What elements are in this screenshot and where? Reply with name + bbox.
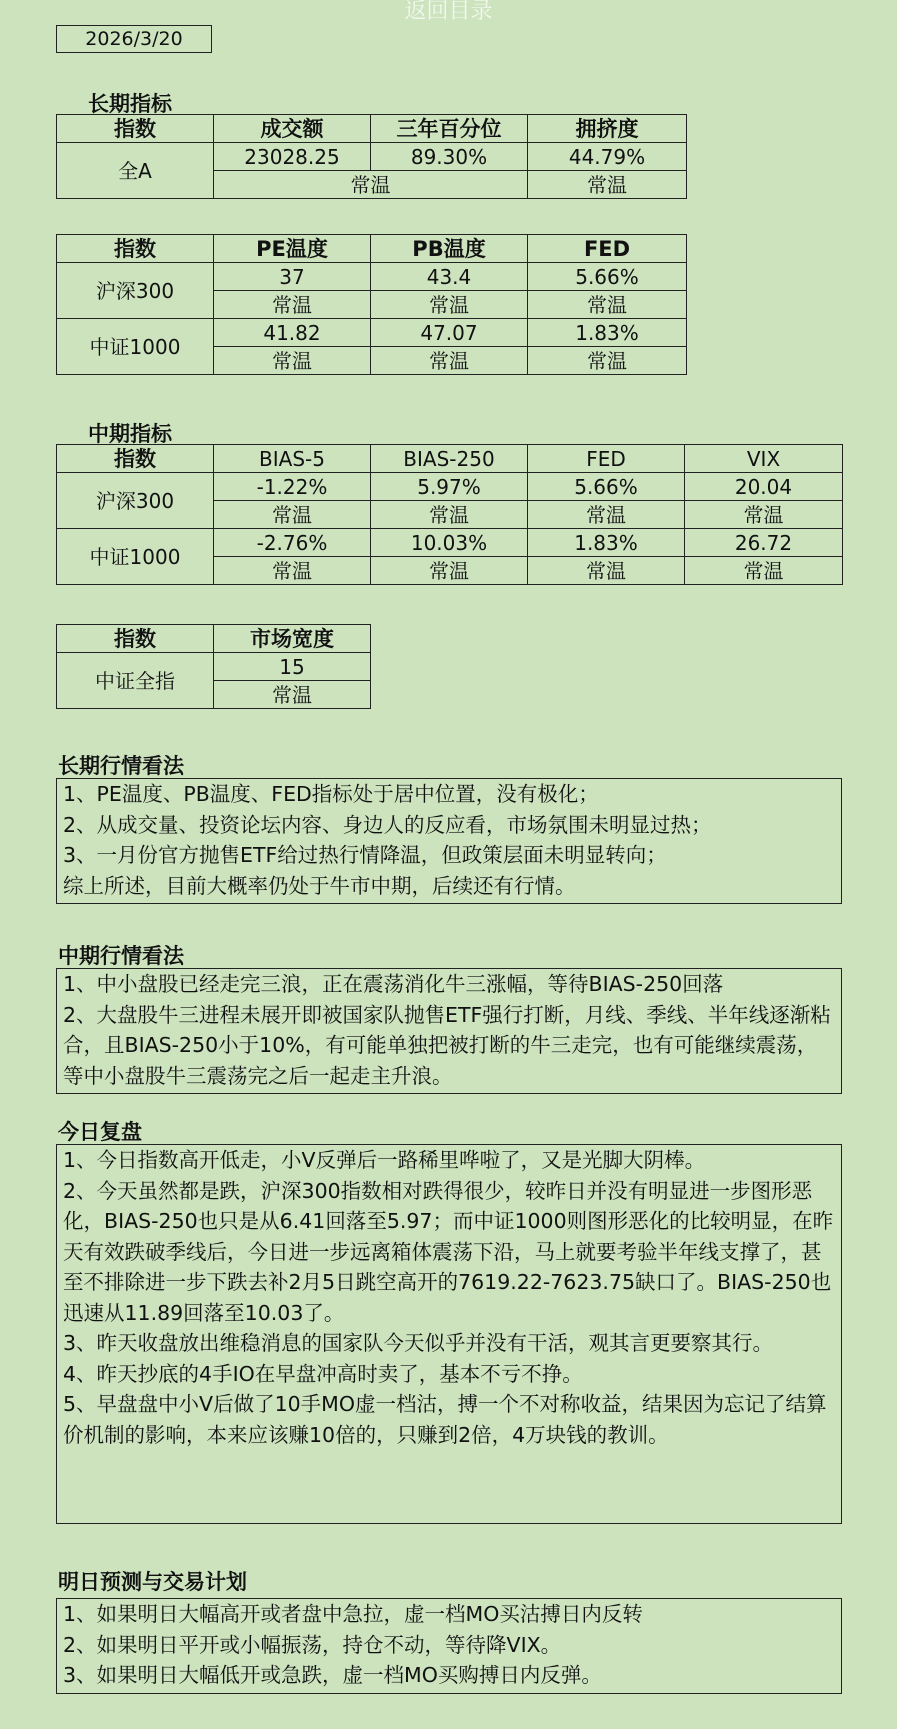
value-cell: 10.03% (371, 529, 528, 557)
table-header-row (57, 235, 687, 263)
list-item: 3、一月份官方抛售ETF给过热行情降温，但政策层面未明显转向； (63, 843, 667, 867)
status-cell: 常温 (685, 501, 843, 529)
list-item: 3、如果明日大幅低开或急跌，虚一档MO买购搏日内反弹。 (63, 1663, 602, 1687)
table-row (57, 143, 687, 171)
header-cell: 指数 (57, 445, 214, 473)
mid-term-table-1 (56, 444, 843, 585)
list-item: 2、今天虽然都是跌，沪深300指数相对跌得很少，较昨日并没有明显进一步图形恶化，BIAS-250也只是从6.41回落至5.97；而中证1000则图形恶化的比较明显，在昨天有效跌破季线后，今日进一步远离箱体震荡下沿，马上就要考验半年线支撑了，甚至不排除进一步下跌去补2月5日跳空高开的7619.22-7623.75缺口了。BIAS-250也迅速从11.89回落至10.03了。 (63, 1178, 834, 1325)
header-cell: 市场宽度 (214, 625, 371, 653)
value-cell: 47.07 (371, 319, 528, 347)
header-cell: FED (528, 235, 687, 263)
value-cell: 37 (214, 263, 371, 291)
list-item: 2、如果明日平开或小幅振荡，持仓不动，等待降VIX。 (63, 1632, 562, 1657)
header-cell: 指数 (57, 235, 214, 263)
long-view-box (56, 778, 842, 904)
status-cell: 常温 (214, 171, 528, 199)
long-term-title: 长期指标 (88, 92, 172, 116)
status-cell: 常温 (214, 557, 371, 585)
list-item: 4、昨天抄底的4手IO在早盘冲高时卖了，基本不亏不挣。 (63, 1361, 583, 1386)
status-cell: 常温 (214, 347, 371, 375)
plan-title: 明日预测与交易计划 (58, 1570, 247, 1594)
value-cell: -2.76% (214, 529, 371, 557)
status-cell: 常温 (214, 501, 371, 529)
value-cell: 5.66% (528, 263, 687, 291)
index-name-cell: 沪深300 (57, 473, 214, 529)
review-box (56, 1144, 842, 1524)
mid-view-box (56, 968, 842, 1094)
status-cell: 常温 (685, 557, 843, 585)
table-header-row (57, 625, 371, 653)
table-row (57, 653, 371, 681)
status-cell: 常温 (214, 681, 371, 709)
header-cell: FED (528, 445, 685, 473)
value-cell: 5.66% (528, 473, 685, 501)
mid-term-title: 中期指标 (88, 422, 172, 446)
long-view-title: 长期行情看法 (58, 754, 184, 778)
table-header-row (57, 445, 843, 473)
long-term-table-1 (56, 114, 687, 199)
status-cell: 常温 (371, 557, 528, 585)
value-cell: 44.79% (528, 143, 687, 171)
status-cell: 常温 (214, 291, 371, 319)
header-cell: 拥挤度 (528, 115, 687, 143)
value-cell: 23028.25 (214, 143, 371, 171)
value-cell: 15 (214, 653, 371, 681)
index-name-cell: 中证1000 (57, 319, 214, 375)
mid-view-title: 中期行情看法 (58, 944, 184, 968)
value-cell: 1.83% (528, 319, 687, 347)
table-row (57, 529, 843, 557)
header-cell: PB温度 (371, 235, 528, 263)
list-item: 3、昨天收盘放出维稳消息的国家队今天似乎并没有干活，观其言更要察其行。 (63, 1331, 774, 1355)
value-cell: 89.30% (371, 143, 528, 171)
list-item: 1、中小盘股已经走完三浪，正在震荡消化牛三涨幅，等待BIAS-250回落 (63, 972, 724, 996)
header-cell: BIAS-5 (214, 445, 371, 473)
header-cell: 三年百分位 (371, 115, 528, 143)
back-to-contents-link[interactable]: 返回目录 (404, 0, 493, 24)
list-item: 综上所述，目前大概率仍处于牛市中期，后续还有行情。 (63, 873, 576, 898)
table-row (57, 473, 843, 501)
list-item: 5、早盘盘中小V后做了10手MO虚一档沽，搏一个不对称收益，结果因为忘记了结算价机制的影响，本来应该赚10倍的，只赚到2倍，4万块钱的教训。 (63, 1392, 827, 1447)
value-cell: 41.82 (214, 319, 371, 347)
status-cell: 常温 (371, 501, 528, 529)
status-cell: 常温 (528, 171, 687, 199)
status-cell: 常温 (528, 347, 687, 375)
table-header-row (57, 115, 687, 143)
header-cell: 指数 (57, 625, 214, 653)
index-name-cell: 全A (57, 143, 214, 199)
value-cell: 43.4 (371, 263, 528, 291)
list-item: 1、今日指数高开低走，小V反弹后一路稀里哗啦了，又是光脚大阴棒。 (63, 1148, 706, 1172)
status-cell: 常温 (528, 291, 687, 319)
index-name-cell: 中证1000 (57, 529, 214, 585)
index-name-cell: 沪深300 (57, 263, 214, 319)
header-cell: BIAS-250 (371, 445, 528, 473)
header-cell: PE温度 (214, 235, 371, 263)
status-cell: 常温 (528, 501, 685, 529)
header-cell: 成交额 (214, 115, 371, 143)
list-item: 2、大盘股牛三进程未展开即被国家队抛售ETF强行打断，月线、季线、半年线逐渐粘合，且BIAS-250小于10%，有可能单独把被打断的牛三走完，也有可能继续震荡，等中小盘股牛三震荡完之后一起走主升浪。 (63, 1002, 831, 1088)
table-row (57, 263, 687, 291)
value-cell: 26.72 (685, 529, 843, 557)
value-cell: 5.97% (371, 473, 528, 501)
header-cell: 指数 (57, 115, 214, 143)
status-cell: 常温 (371, 347, 528, 375)
value-cell: -1.22% (214, 473, 371, 501)
mid-term-table-2 (56, 624, 371, 709)
list-item: 1、如果明日大幅高开或者盘中急拉，虚一档MO买沽搏日内反转 (63, 1602, 643, 1626)
plan-box (56, 1598, 842, 1694)
index-name-cell: 中证全指 (57, 653, 214, 709)
header-cell: VIX (685, 445, 843, 473)
list-item: 1、PE温度、PB温度、FED指标处于居中位置，没有极化； (63, 782, 599, 806)
table-row (57, 319, 687, 347)
report-date: 2026/3/20 (56, 25, 212, 53)
review-title: 今日复盘 (58, 1120, 142, 1144)
value-cell: 1.83% (528, 529, 685, 557)
long-term-table-2 (56, 234, 687, 375)
list-item: 2、从成交量、投资论坛内容、身边人的反应看，市场氛围未明显过热； (63, 812, 712, 837)
status-cell: 常温 (528, 557, 685, 585)
value-cell: 20.04 (685, 473, 843, 501)
status-cell: 常温 (371, 291, 528, 319)
